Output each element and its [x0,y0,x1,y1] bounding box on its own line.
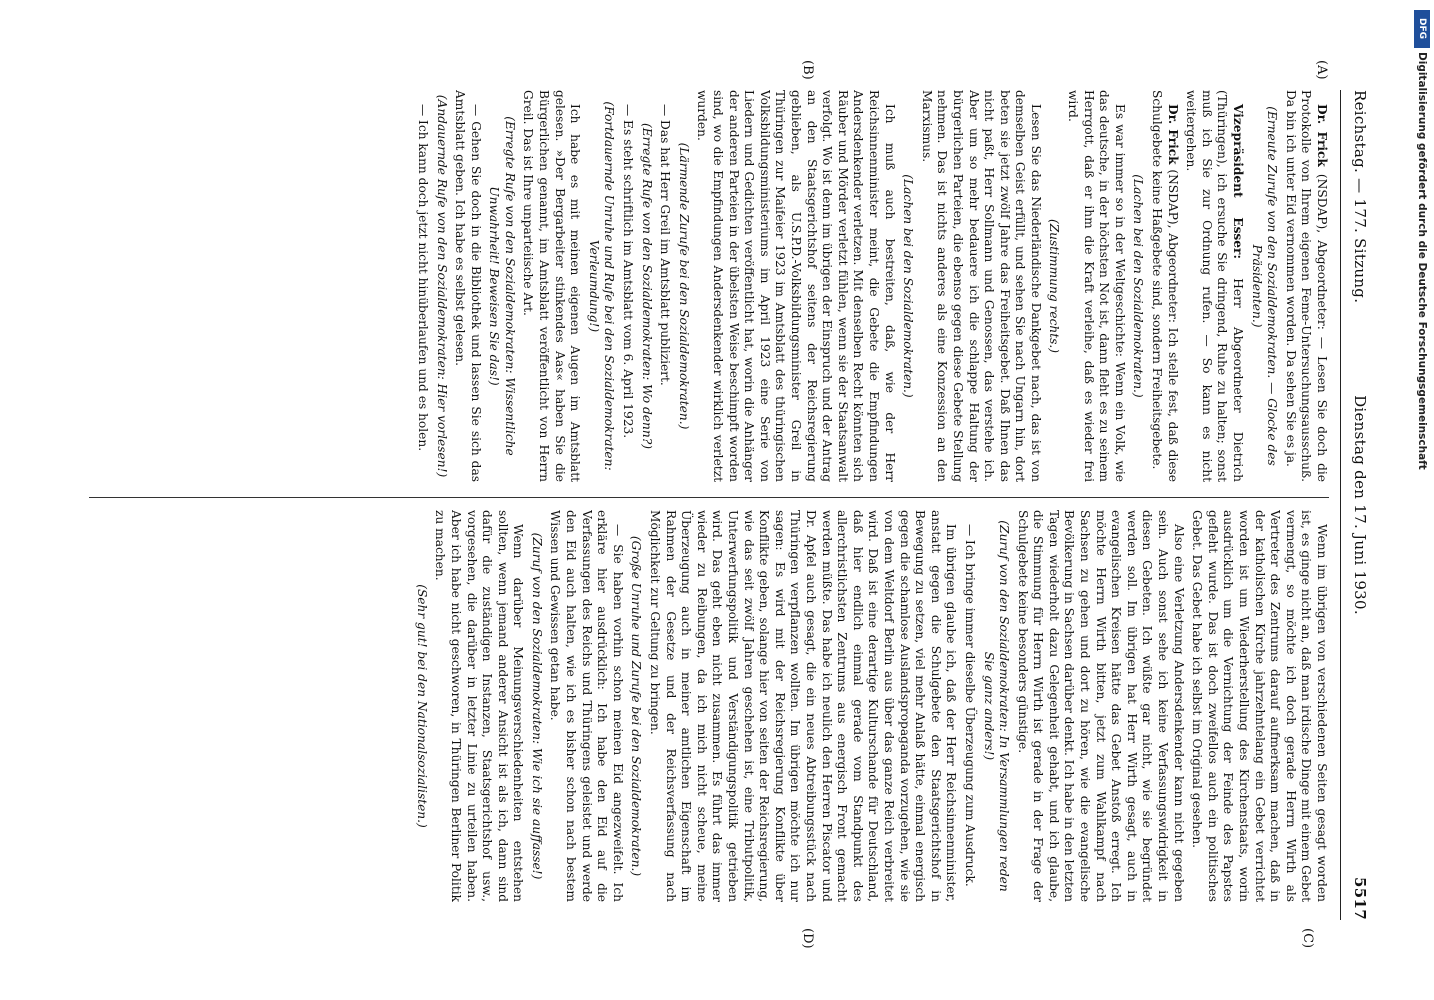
interjection [585,90,616,482]
paragraph-text: (Fortdauernde Unruhe und Rufe bei den Sozialdemokraten: Verleumdung!) [586,101,617,471]
margin-marker-d: (D) [800,928,815,949]
right-text-column [89,510,1329,902]
paragraph-text: Also eine Verletzung Andersdenkender kann nicht gegeben sein. Auch sonst sehe ich keine Verfassungswidrigkeit in diesen Gebeten. Ich wüßte gar nicht, wie sie begründet werden soll. Im übrigen hat Herr Wirth gesagt, auch in evangelischen Kreisen hätte das Gebet Anstoß erregt. Ich möchte Herrn Wirth bitten, jetzt zum Wahlkampf nach Sachsen zu gehen und dort zu hören, wie die evangelische Bevölkerung in Sachsen darüber denkt. Ich habe in den letzten Tagen wiederholt dazu Gelegenheit gehabt, und ich glaube, die Stimmung für Herrn Wirth ist gerade in der Frage der Schulgebete keine besonders günstige. [1015,510,1186,902]
paragraph [918,90,1043,482]
page-header [1340,90,1375,920]
interjection [1046,90,1062,482]
margin-marker-c: (C) [1300,928,1315,949]
paragraph-text: Im übrigen glaube ich, daß der Herr Reichsinnenminister, anstatt gegen die Schulgebete den Staatsgerichtshof in Bewegung zu setzen, viel mehr Anlaß hätte, einmal energisch gegen die schamlose Auslandspropaganda vorzugehen, wie sie von dem Weltdorf Berlin aus über das ganze Reich verbreitet wird. Daß ist eine derartige Kulturschande für Deutschland, daß hier endlich einmal gerade vom Standpunkt des allerchristlichsten Zentrums aus energisch Front gemacht werden müßte. Das habe ich neulich den Herren Piscator und Dr. Apfel auch gesagt, die ein neues Abtreibungsstück nach Thüringen verpflanzen wollten. Im übrigen möchte ich nur sagen: Es wird mit der Reichsregierung Konflikte über Konflikte geben, solange hier von seiten der Reichsregierung, wie das seit zwölf Jahren geschehen ist, eine Tributpolitik, Unterwerfungspolitik und Verständigungspolitik getrieben wird. Das geht eben nicht zusammen. Es führt das immer wieder zu Reibungen, da ich mich nicht scheue, meine Überzeugung auch in meiner amtlichen Eigenschaft im Rahmen der Gesetze und der Reichsverfassung nach Möglichkeit zur Geltung zu bringen. [648,510,959,902]
speaker-name: Vizepräsident Esser: [1231,104,1246,259]
paragraph-text: (Erregte Rufe von den Sozialdemokraten: Wo denn?) [639,122,654,449]
paragraph-text: — Ich bringe immer dieselbe Überzeugung zum Ausdruck. [962,524,977,887]
paragraph [619,90,635,482]
interjection [900,90,916,482]
paragraph-text: (Lärmende Zurufe bei den Sozialdemokraten.) [676,142,691,430]
paragraph-text: — Gehen Sie doch in die Bibliothek und lassen Sie sich das Amtsblatt geben. Ich habe es selbst gelesen. [453,90,483,482]
paragraph-text: (Andauernde Rufe von den Sozialdemokraten: Hier vorlesen!) [434,94,449,478]
interjection [675,90,691,482]
paragraph-text: (Zustimmung rechts.) [1047,218,1062,354]
paragraph [657,90,673,482]
paragraph [432,510,526,902]
margin-marker-a: (A) [1314,60,1329,80]
paragraph-text: (Zuruf von den Sozialdemokraten: Wie ich sie auffasse!) [529,532,544,880]
paragraph-text: (Zuruf von den Sozialdemokraten: In Versammlungen reden Sie ganz anders!) [981,520,1012,892]
header-date: Dienstag den 17. Juni 1930. [1351,395,1369,615]
paragraph-text: Lesen Sie das Niederländische Dankgebet nach, das ist von demselben Geist erfüllt, und sehen Sie nach Ungarn hin, dort beten sie jetzt zwölf Jahre das Freiheitsgebet. Daß Ihnen das nicht paßt, Herr Sollmann und Genossen, das verstehe ich. Aber um so mehr bedauere ich die schlappe Haltung der bürgerlichen Parteien, die ebenso gegen diese Gebete Stellung nehmen. Das ist nichts anderes als eine Konzession an den Marxismus. [919,90,1043,482]
paragraph [1189,510,1329,902]
paragraph-text: (Große Unruhe und Zurufe bei den Sozialdemokraten.) [629,535,644,877]
digitization-sidebar [1414,10,1430,990]
paragraph-text: (Erneute Zurufe von den Sozialdemokraten. — Glocke des Präsidenten.) [1249,106,1280,466]
page-number: 5517 [1351,877,1369,920]
paragraph-text: (Erregte Rufe von den Sozialdemokraten: Wissentliche Unwahrheit! Beweisen Sie das!) [487,116,517,456]
interjection [628,510,644,902]
paragraph [452,90,483,482]
paragraph-text: (Sehr gut! bei den Nationalsozialisten.) [414,584,429,828]
paragraph-text: Ich muß auch bestreiten, daß, wie der Herr Reichsinnenminister meint, die Gebete die Empfindungen Andersdenkender verletzen. Mit denselben Recht könnten sich Räuber und Mörder verletzt fühlen, wenn sie der Staatsanwalt verfolgt. Wo ist denn im übrigen der Einspruch und der Antrag an den Staatsgerichtshof seitens der Reichsregierung geblieben, als U.S.P.D.-Volksbildungsminister Greil in Thüringen zur Maifeier 1923 im Amtsblatt des thüringischen Volksbildungsministeriums im April 1923 eine Serie von Liedern und Gedichten veröffentlicht hat, worin die Anhänger der anderen Parteien in der übelsten Weise beschimpft worden sind, wo die Empfindungen Andersdenkender wirklich verletzt wurden. [695,90,897,482]
paragraph [694,90,897,482]
paragraph [1183,90,1245,482]
paragraph-text: Herr Abgeordneter Dietrich (Thüringen), ich ersuche Sie dringend, Ruhe zu halten; sonst muß ich Sie zur Ordnung rufen. — So kann es nicht weitergehen. [1184,90,1246,482]
paragraph-text: Ich habe es mit meinen eigenen Augen im Amtsblatt gelesen. »Der Bergarbeiter stinkendes Aas« haben Sie die Bürgerlichen genannt, im Amtsblatt veröffentlicht von Herrn Greil. Das ist Ihre unparteiische Art. [521,90,583,482]
paragraph-text: Es war immer so in der Weltgeschichte: Wenn ein Volk, wie das deutsche, in der höchsten Not ist, dann fleht es zu seinem Herrgott, daß er ihm die Kraft verleihe, daß es wieder frei wird. [1066,90,1127,482]
paragraph [1148,90,1179,482]
paragraph [414,90,430,482]
paragraph-text: Wenn im übrigen von verschiedenen Seiten gesagt worden ist, es ginge nicht an, daß man irdische Dinge mit einem Gebet vermengt, so möchte ich doch gerade Herrn Wirth als Vertreter des Zentrums darauf aufmerksam machen, daß in der katholischen Kirche jahrzehntelang ein Gebet verrichtet worden ist um Wiederherstellung des Kirchenstaats, worin ausdrücklich um die Vernichtung der Feinde des Papstes gefleht wurde. Das ist doch zweifellos auch ein politisches Gebet. Das Gebet habe ich selbst im Original gesehen. [1190,510,1329,902]
margin-marker-b: (B) [800,60,815,80]
paragraph-text: (NSDAP), Abgeordneter: Ich stelle fest, daß diese Schulgebete keine Haßgebete sind, sondern Freiheitsgebete. [1150,90,1180,482]
paragraph [1282,90,1329,482]
digitization-credit: Digitalisierung gefördert durch die Deutsche Forschungsgemeinschaft [1416,52,1428,470]
left-text-column [89,90,1329,482]
interjection [433,90,449,482]
printed-page [75,60,1375,949]
interjection [528,510,544,902]
column-divider [89,497,1329,498]
paragraph [1065,90,1127,482]
interjection [980,510,1011,902]
paragraph-text: (NSDAP), Abgeordneter: — Lesen Sie doch die Protokolle von Ihrem eigenen Feme-Untersuchungsausschuß. Da bin ich unter Eid vernommen worden. Da sehen Sie es ja. [1283,90,1329,482]
interjection [1130,90,1146,482]
interjection [1248,90,1279,482]
interjection [638,90,654,482]
interjection [486,90,517,482]
paragraph-text: — Sie haben vorhin schon meinen Eid angezweifelt. Ich erkläre hier ausdrücklich: Ich habe den Eid auf die Verfassungen des Reichs und Thüringens geleistet und werde den Eid auch halten, wie ich es bisher schon nach bestem Wissen und Gewissen getan habe. [548,510,625,902]
dfg-logo: DFG [1414,10,1430,48]
paragraph [961,510,977,902]
paragraph-text: (Lachen bei den Sozialdemokraten.) [1131,174,1146,398]
paragraph-text: Wenn darüber Meinungsverschiedenheiten entstehen sollten, wenn jemand anderer Ansicht ist als ich, dann sind dafür die zuständigen Instanzen, Staatsgerichtshof usw., vorgesehen, die darüber in letzter Linie zu urteilen haben. Aber ich habe nicht geschworen, in Thüringen Berliner Politik zu machen. [433,510,526,902]
speaker-name: Dr. Frick [1165,104,1180,165]
header-left: Reichstag. — 177. Sitzung. [1351,90,1369,304]
paragraph-text: (Lachen bei den Sozialdemokraten.) [901,174,916,398]
speaker-name: Dr. Frick [1315,104,1329,167]
paragraph-text: — Es steht schriftlich im Amtsblatt vom 6. April 1923. [621,104,636,439]
paragraph [646,510,958,902]
paragraph [1014,510,1186,902]
paragraph [547,510,625,902]
paragraph-text: — Ich kann doch jetzt nicht hinüberlaufen und es holen. [415,104,430,452]
paragraph [520,90,582,482]
interjection [413,510,429,902]
paragraph-text: — Das hat Herr Greil im Amtsblatt publiziert. [658,104,673,386]
